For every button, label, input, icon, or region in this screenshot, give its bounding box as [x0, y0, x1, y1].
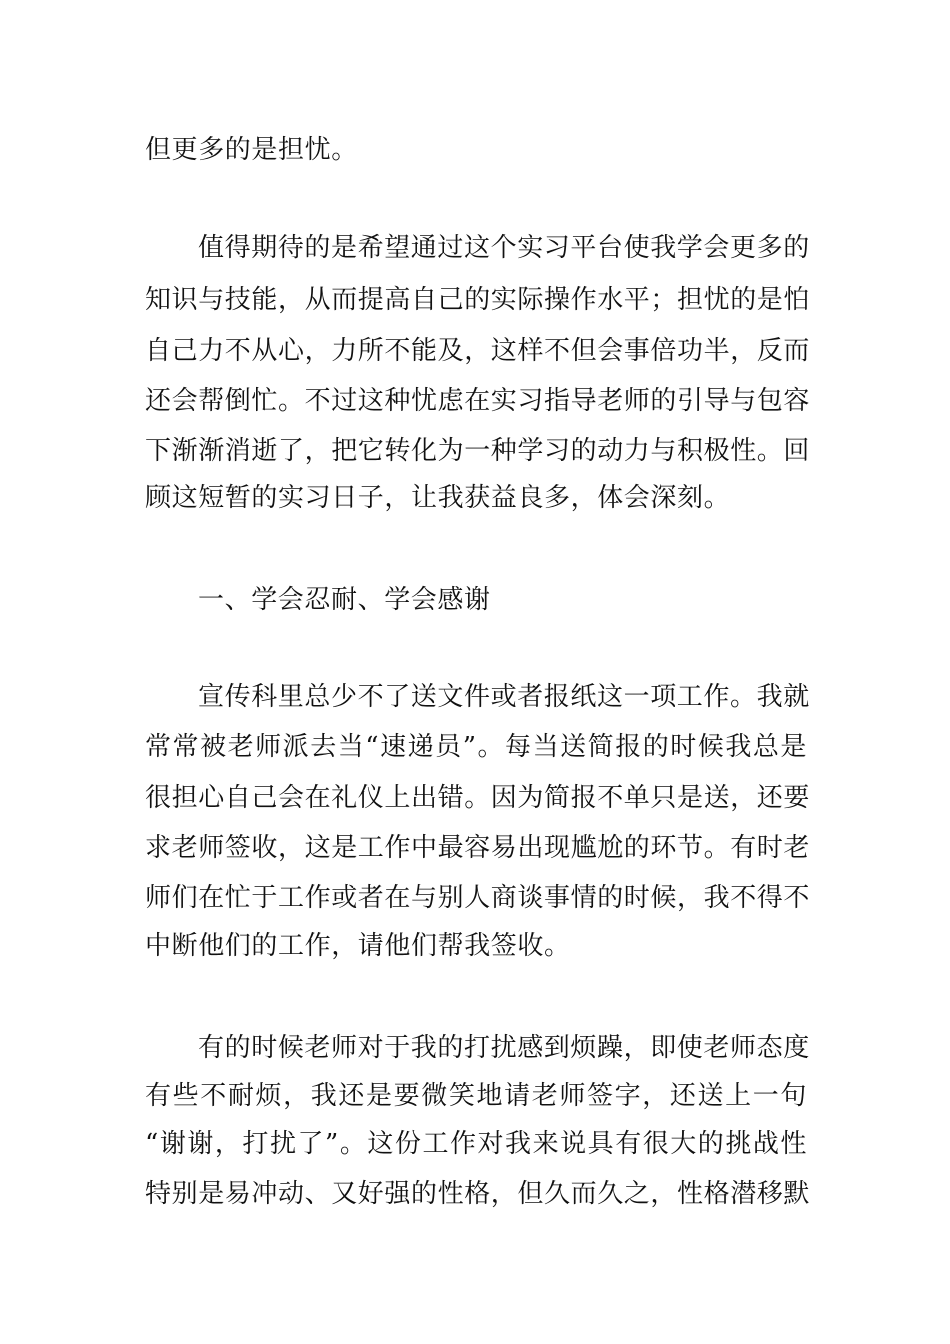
- paragraph-line: 有些不耐烦，我还是要微笑地请老师签字，还送上一句: [145, 1081, 807, 1111]
- paragraph-line: 师们在忙于工作或者在与别人商谈事情的时候，我不得不: [145, 883, 811, 913]
- paragraph-line: 值得期待的是希望通过这个实习平台使我学会更多的: [198, 233, 810, 263]
- paragraph-line: 宣传科里总少不了送文件或者报纸这一项工作。我就: [198, 682, 810, 712]
- paragraph-line: 自己力不从心，力所不能及，这样不但会事倍功半，反而: [145, 336, 811, 366]
- section-heading: 一、学会忍耐、学会感谢: [198, 585, 491, 615]
- paragraph-line: 知识与技能，从而提高自己的实际操作水平；担忧的是怕: [145, 285, 811, 315]
- paragraph-line: 很担心自己会在礼仪上出错。因为简报不单只是送，还要: [145, 783, 811, 813]
- paragraph-line: 下渐渐消逝了，把它转化为一种学习的动力与积极性。回: [145, 436, 811, 466]
- paragraph-line: 还会帮倒忙。不过这种忧虑在实习指导老师的引导与包容: [145, 386, 811, 416]
- paragraph-line: 求老师签收，这是工作中最容易出现尴尬的环节。有时老: [145, 833, 811, 863]
- paragraph-line: 特别是易冲动、又好强的性格，但久而久之，性格潜移默: [145, 1179, 811, 1209]
- paragraph-line: “谢谢，打扰了”。这份工作对我来说具有很大的挑战性: [145, 1129, 807, 1159]
- paragraph-line: 有的时候老师对于我的打扰感到烦躁，即使老师态度: [198, 1033, 810, 1063]
- paragraph-line: 顾这短暂的实习日子，让我获益良多，体会深刻。: [145, 483, 731, 513]
- paragraph-line: 但更多的是担忧。: [145, 135, 358, 165]
- paragraph-line: 中断他们的工作，请他们帮我签收。: [145, 931, 571, 961]
- paragraph-line: 常常被老师派去当“速递员”。每当送简报的时候我总是: [145, 732, 807, 762]
